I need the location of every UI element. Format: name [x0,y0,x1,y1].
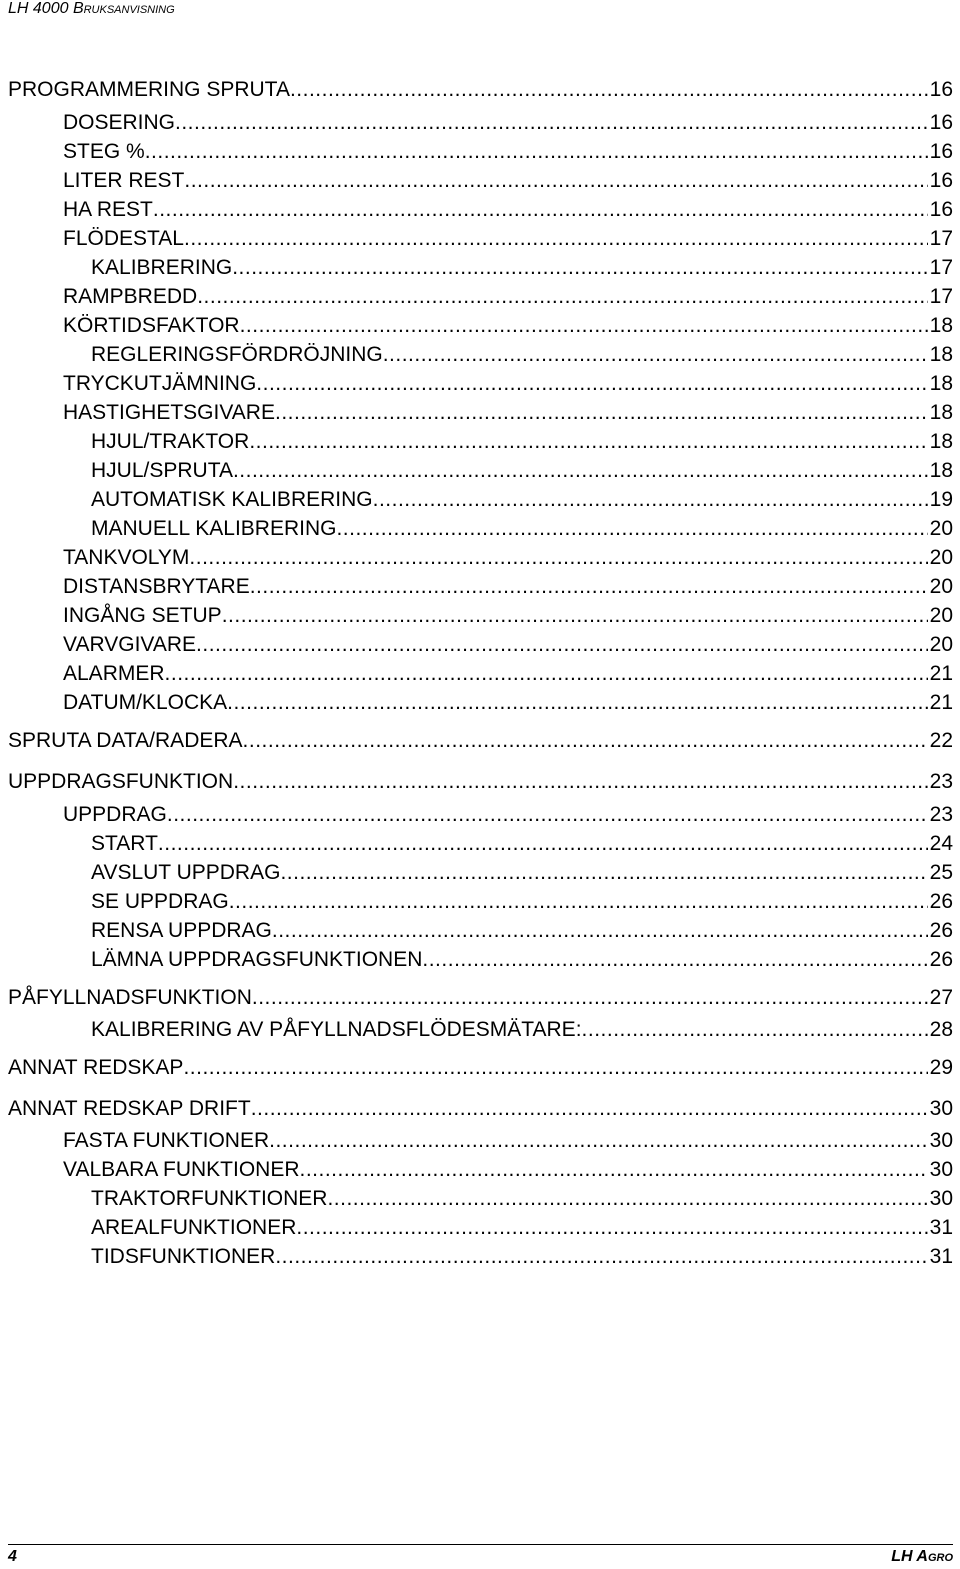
toc-entry[interactable] [91,1018,953,1042]
toc-dot-leader [145,140,928,164]
toc-entry[interactable] [63,111,953,135]
toc-entry[interactable] [91,832,953,856]
toc-entry[interactable] [63,546,953,570]
toc-entry-title: AUTOMATISK KALIBRERING [91,488,373,511]
toc-entry-page: 18 [929,372,953,395]
toc-entry-page: 22 [929,729,953,752]
toc-entry[interactable] [91,948,953,972]
toc-entry[interactable] [63,314,953,338]
toc-entry[interactable] [8,1097,953,1121]
toc-dot-leader [184,169,927,193]
toc-entry[interactable] [91,343,953,367]
toc-entry-title: AVSLUT UPPDRAG [91,861,281,884]
toc-entry-title: KALIBRERING [91,256,233,279]
toc-dot-leader [189,546,927,570]
toc-entry-page: 30 [929,1097,953,1120]
toc-entry-title: ANNAT REDSKAP DRIFT [8,1097,251,1120]
toc-entry-title: REGLERINGSFÖRDRÖJNING [91,343,383,366]
toc-dot-leader [196,633,928,657]
toc-dot-leader [269,1129,928,1153]
toc-entry-page: 27 [929,986,953,1009]
toc-dot-leader [275,401,928,425]
toc-entry-page: 31 [929,1216,953,1239]
toc-dot-leader [229,890,928,914]
toc-dot-leader [153,198,928,222]
toc-entry-title: UPPDRAG [63,803,167,826]
toc-entry[interactable] [8,986,953,1010]
toc-entry[interactable] [63,372,953,396]
toc-entry-title: VARVGIVARE [63,633,197,656]
toc-dot-leader [296,1216,927,1240]
toc-entry-page: 20 [929,575,953,598]
toc-entry-title: PÅFYLLNADSFUNKTION [8,986,252,1009]
toc-entry-title: HA REST [63,198,153,221]
toc-entry[interactable] [63,140,953,164]
toc-entry-page: 21 [929,691,953,714]
toc-entry-page: 23 [929,770,953,793]
toc-entry-title: TANKVOLYM [63,546,190,569]
toc-dot-leader [249,430,927,454]
toc-entry-page: 20 [929,517,953,540]
toc-entry[interactable] [91,517,953,541]
toc-entry-title: VALBARA FUNKTIONER [63,1158,300,1181]
toc-dot-leader [165,662,928,686]
toc-entry[interactable] [91,256,953,280]
toc-dot-leader [272,919,928,943]
toc-entry[interactable] [63,575,953,599]
toc-entry[interactable] [63,401,953,425]
toc-entry-page: 20 [929,604,953,627]
toc-entry[interactable] [91,1216,953,1240]
footer-brand-text: LH Agro [891,1548,953,1565]
toc-entry-title: HJUL/TRAKTOR [91,430,250,453]
toc-entry-page: 21 [929,662,953,685]
toc-entry[interactable] [63,198,953,222]
toc-entry-page: 17 [929,285,953,308]
toc-entry-page: 23 [929,803,953,826]
toc-entry-page: 20 [929,546,953,569]
toc-dot-leader [243,729,928,753]
toc-entry[interactable] [63,169,953,193]
footer-divider [8,1544,953,1545]
toc-entry[interactable] [91,488,953,512]
toc-entry[interactable] [91,919,953,943]
toc-dot-leader [222,604,928,628]
toc-entry-title: DATUM/KLOCKA [63,691,228,714]
toc-entry[interactable] [91,459,953,483]
toc-entry-page: 24 [929,832,953,855]
toc-entry-page: 16 [929,111,953,134]
toc-entry-title: INGÅNG SETUP [63,604,222,627]
toc-entry-page: 18 [929,459,953,482]
toc-entry-title: FASTA FUNKTIONER [63,1129,270,1152]
toc-dot-leader [158,832,928,856]
toc-entry[interactable] [63,285,953,309]
toc-entry-title: HJUL/SPRUTA [91,459,233,482]
toc-entry-title: RAMPBREDD [63,285,198,308]
toc-dot-leader [250,575,928,599]
toc-entry-title: HASTIGHETSGIVARE [63,401,275,424]
toc-dot-leader [300,1158,928,1182]
toc-entry-page: 28 [929,1018,953,1041]
toc-entry[interactable] [91,430,953,454]
toc-dot-leader [252,986,928,1010]
toc-dot-leader [227,691,928,715]
toc-entry-title: UPPDRAGSFUNKTION [8,770,234,793]
toc-entry-page: 20 [929,633,953,656]
toc-entry-title: STEG % [63,140,145,163]
toc-dot-leader [327,1187,927,1211]
toc-entry[interactable] [63,1129,953,1153]
toc-entry-title: SPRUTA DATA/RADERA [8,729,243,752]
toc-entry-title: TIDSFUNKTIONER [91,1245,276,1268]
toc-dot-leader [183,1056,927,1080]
toc-dot-leader [383,343,928,367]
toc-entry-page: 18 [929,314,953,337]
toc-dot-leader [275,1245,927,1269]
toc-entry-page: 16 [929,78,953,101]
toc-dot-leader [280,861,927,885]
toc-entry-title: FLÖDESTAL [63,227,184,250]
toc-dot-leader [167,803,928,827]
toc-entry-title: PROGRAMMERING SPRUTA [8,78,290,101]
toc-entry[interactable] [91,1187,953,1211]
toc-entry-page: 17 [929,227,953,250]
toc-entry-page: 17 [929,256,953,279]
toc-entry[interactable] [8,770,953,794]
footer-brand [891,1548,953,1566]
toc-entry-title: RENSA UPPDRAG [91,919,272,942]
toc-entry[interactable] [63,803,953,827]
toc-entry[interactable] [8,729,953,753]
toc-entry[interactable] [63,1158,953,1182]
toc-dot-leader [232,256,927,280]
toc-entry-title: TRAKTORFUNKTIONER [91,1187,328,1210]
toc-dot-leader [373,488,928,512]
toc-entry-title: SE UPPDRAG [91,890,229,913]
toc-dot-leader [256,372,927,396]
toc-entry-page: 16 [929,140,953,163]
toc-entry[interactable] [63,227,953,251]
toc-entry-title: ALARMER [63,662,165,685]
toc-dot-leader [233,770,927,794]
toc-entry[interactable] [63,662,953,686]
toc-dot-leader [175,111,928,135]
toc-dot-leader [422,948,927,972]
toc-entry-page: 30 [929,1129,953,1152]
toc-dot-leader [240,314,928,338]
toc-dot-leader [251,1097,928,1121]
toc-entry-title: START [91,832,158,855]
toc-entry-page: 19 [929,488,953,511]
toc-entry[interactable] [63,633,953,657]
toc-entry[interactable] [8,78,953,102]
toc-dot-leader [184,227,928,251]
toc-entry[interactable] [91,1245,953,1269]
toc-entry-title: LITER REST [63,169,185,192]
toc-entry-page: 18 [929,343,953,366]
toc-dot-leader [336,517,927,541]
toc-entry-title: DISTANSBRYTARE [63,575,250,598]
toc-entry[interactable] [8,1056,953,1080]
toc-entry-title: LÄMNA UPPDRAGSFUNKTIONEN [91,948,423,971]
toc-entry-page: 26 [929,948,953,971]
toc-dot-leader [582,1018,928,1042]
toc-entry-page: 30 [929,1158,953,1181]
toc-dot-leader [197,285,927,309]
header-title: LH 4000 Bruksanvisning [8,0,175,17]
footer-page-number: 4 [8,1548,17,1565]
toc-entry-page: 30 [929,1187,953,1210]
toc-dot-leader [233,459,928,483]
toc-dot-leader [290,78,928,102]
toc-entry-title: AREALFUNKTIONER [91,1216,297,1239]
toc-entry[interactable] [63,604,953,628]
toc-entry-page: 29 [929,1056,953,1079]
toc-entry-title: MANUELL KALIBRERING [91,517,337,540]
toc-entry-page: 25 [929,861,953,884]
toc-entry-title: DOSERING [63,111,176,134]
toc-entry[interactable] [91,861,953,885]
toc-entry-title: KÖRTIDSFAKTOR [63,314,240,337]
toc-entry[interactable] [91,890,953,914]
toc-entry[interactable] [63,691,953,715]
toc-entry-title: KALIBRERING AV PÅFYLLNADSFLÖDESMÄTARE: [91,1018,582,1041]
toc-entry-title: TRYCKUTJÄMNING [63,372,257,395]
toc-entry-page: 26 [929,919,953,942]
toc-entry-page: 31 [929,1245,953,1268]
toc-entry-title: ANNAT REDSKAP [8,1056,184,1079]
toc-entry-page: 16 [929,169,953,192]
toc-entry-page: 26 [929,890,953,913]
toc-entry-page: 16 [929,198,953,221]
toc-entry-page: 18 [929,401,953,424]
toc-entry-page: 18 [929,430,953,453]
